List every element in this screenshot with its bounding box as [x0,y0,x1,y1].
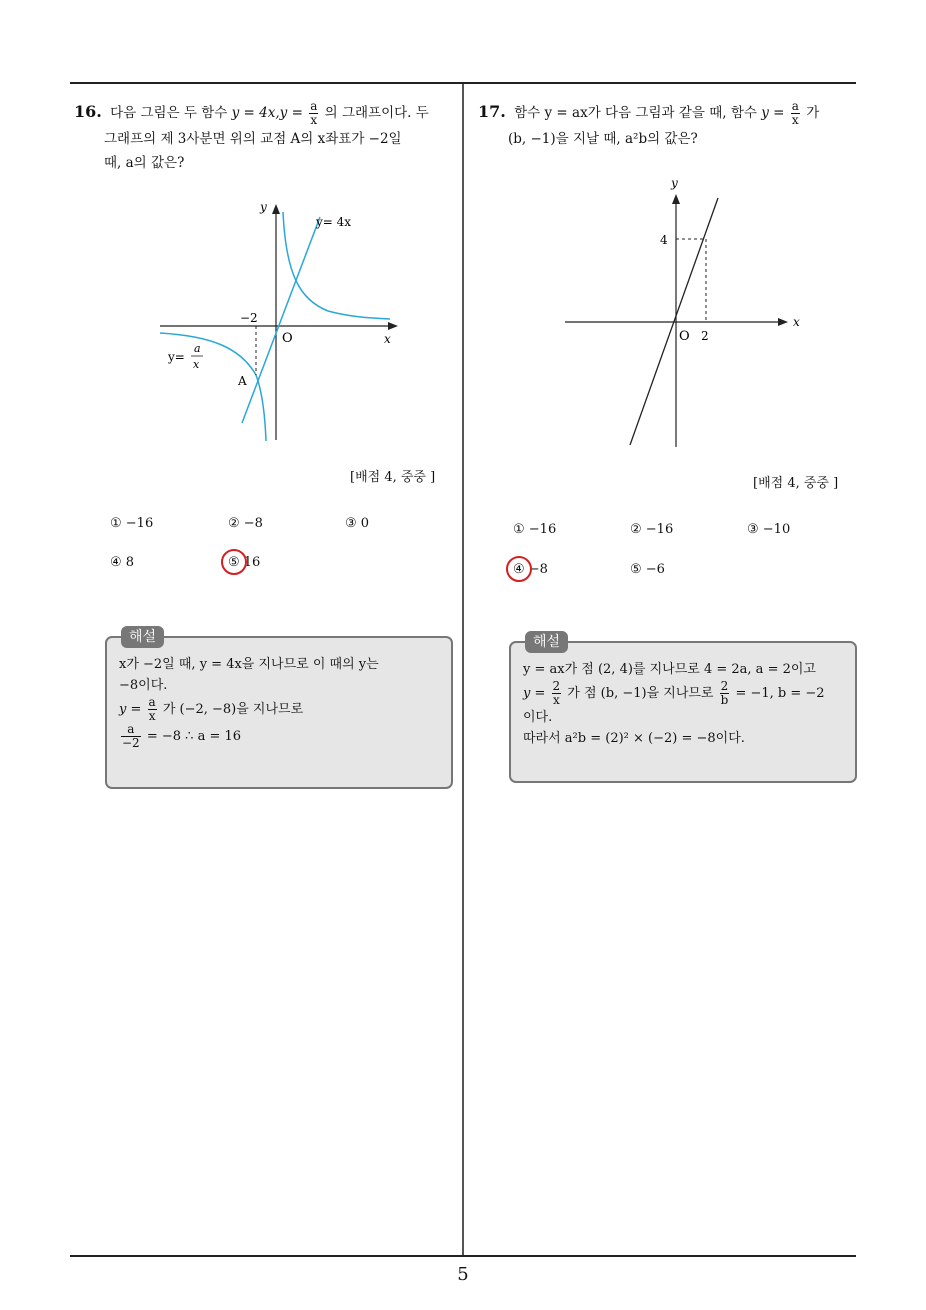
q17-score: [배점 4, 중중 ] [753,476,839,491]
q16-line-label: y= 4x [316,215,352,229]
q16-sol-line1: x가 −2일 때, y = 4x을 지나므로 이 때의 y는 [119,657,379,672]
q17-line2: (b, −1)을 지날 때, a²b의 값은? [508,131,698,147]
q16-number: 16. [74,102,102,121]
q17-sol-line1: y = ax가 점 (2, 4)를 지나므로 4 = 2a, a = 2이고 [523,662,816,677]
q17-text: 함수 y = ax가 다음 그림과 같을 때, 함수 [514,105,757,121]
q16-tick-label: −2 [240,311,258,325]
q16-point-label: A [238,374,247,388]
q17-y-axis-label: y [671,176,678,190]
q16-choice-1[interactable]: ① −16 [110,516,154,531]
q16-graph-svg [150,195,410,450]
q17-x-axis-label: x [793,315,800,329]
q16-solution-box [105,629,453,789]
q16-line1 [74,100,454,127]
q16-line2: 그래프의 제 3사분면 위의 교점 A의 x좌표가 −2일 [104,131,402,147]
q16-origin-label: O [282,331,293,346]
q16-fraction: $\frac{a}{x}$ [310,99,318,127]
q16-score: [배점 4, 중중 ] [350,470,436,485]
q17-graph-svg [560,175,810,450]
q16-curve-num: a [194,342,201,355]
q16-solution-tag: 해설 [121,626,164,648]
q16-curve-label: y= [168,350,185,364]
q17-solution-tag: 해설 [525,631,568,653]
q16-text-b: 의 그래프이다. 두 [324,105,429,121]
q16-y-axis-label: y [260,200,267,214]
q16-graph [150,195,410,450]
q17-x-tick: 2 [701,329,709,343]
q16-line3: 때, a의 값은? [104,155,185,171]
q17-choice-3[interactable]: ③ −10 [747,522,791,537]
q17-origin-label: O [679,329,690,344]
q16-text: 다음 그림은 두 함수 [110,105,228,121]
q17-sol-line4: 따라서 a²b = (2)² × (−2) = −8이다. [523,731,745,746]
q16-sol-line4: $\frac{a}{-2}$ = −8 ∴ a = 16 [122,722,242,750]
q17-choice-2[interactable]: ② −16 [630,522,674,537]
q16-curve-den: x [193,358,200,371]
q16-sol-line3: y = $\frac{a}{x}$ 가 (−2, −8)을 지나므로 [119,695,304,723]
q17-sol-line2: y = $\frac{2}{x}$ 가 점 (b, −1)을 지나므로 $\frac{2}{b}$ = −1, b = −2 [523,679,825,707]
q17-text-b: 가 [806,105,820,121]
column-divider [462,84,464,1256]
question-17 [478,100,858,151]
q16-fn1: y = 4x, [231,105,280,121]
q17-fraction: $\frac{a}{x}$ [791,99,799,127]
q17-y-tick: 4 [660,233,668,247]
q16-fn2: y = [279,105,303,121]
q17-number: 17. [478,102,506,121]
bottom-rule [70,1255,856,1257]
answer-circle-icon [221,549,247,575]
q16-sol-line2: −8이다. [119,678,168,693]
q17-sol-line3: 이다. [523,710,553,725]
question-16 [74,100,454,175]
q17-choice-1[interactable]: ① −16 [513,522,557,537]
q16-choice-3[interactable]: ③ 0 [345,516,370,531]
q16-choice-5[interactable]: ⑤ 16 [228,555,260,570]
page-number: 5 [457,1264,469,1285]
q16-choice-4[interactable]: ④ 8 [110,555,135,570]
q16-x-axis-label: x [384,332,391,346]
q16-choice-2[interactable]: ② −8 [228,516,263,531]
answer-circle-icon [506,556,532,582]
q17-graph [560,175,810,450]
q17-choice-4[interactable]: ④ −8 [513,562,548,577]
q17-fn: y = [761,105,785,121]
q17-line1 [478,100,858,127]
q17-solution-box [509,634,857,783]
q17-choice-5[interactable]: ⑤ −6 [630,562,665,577]
